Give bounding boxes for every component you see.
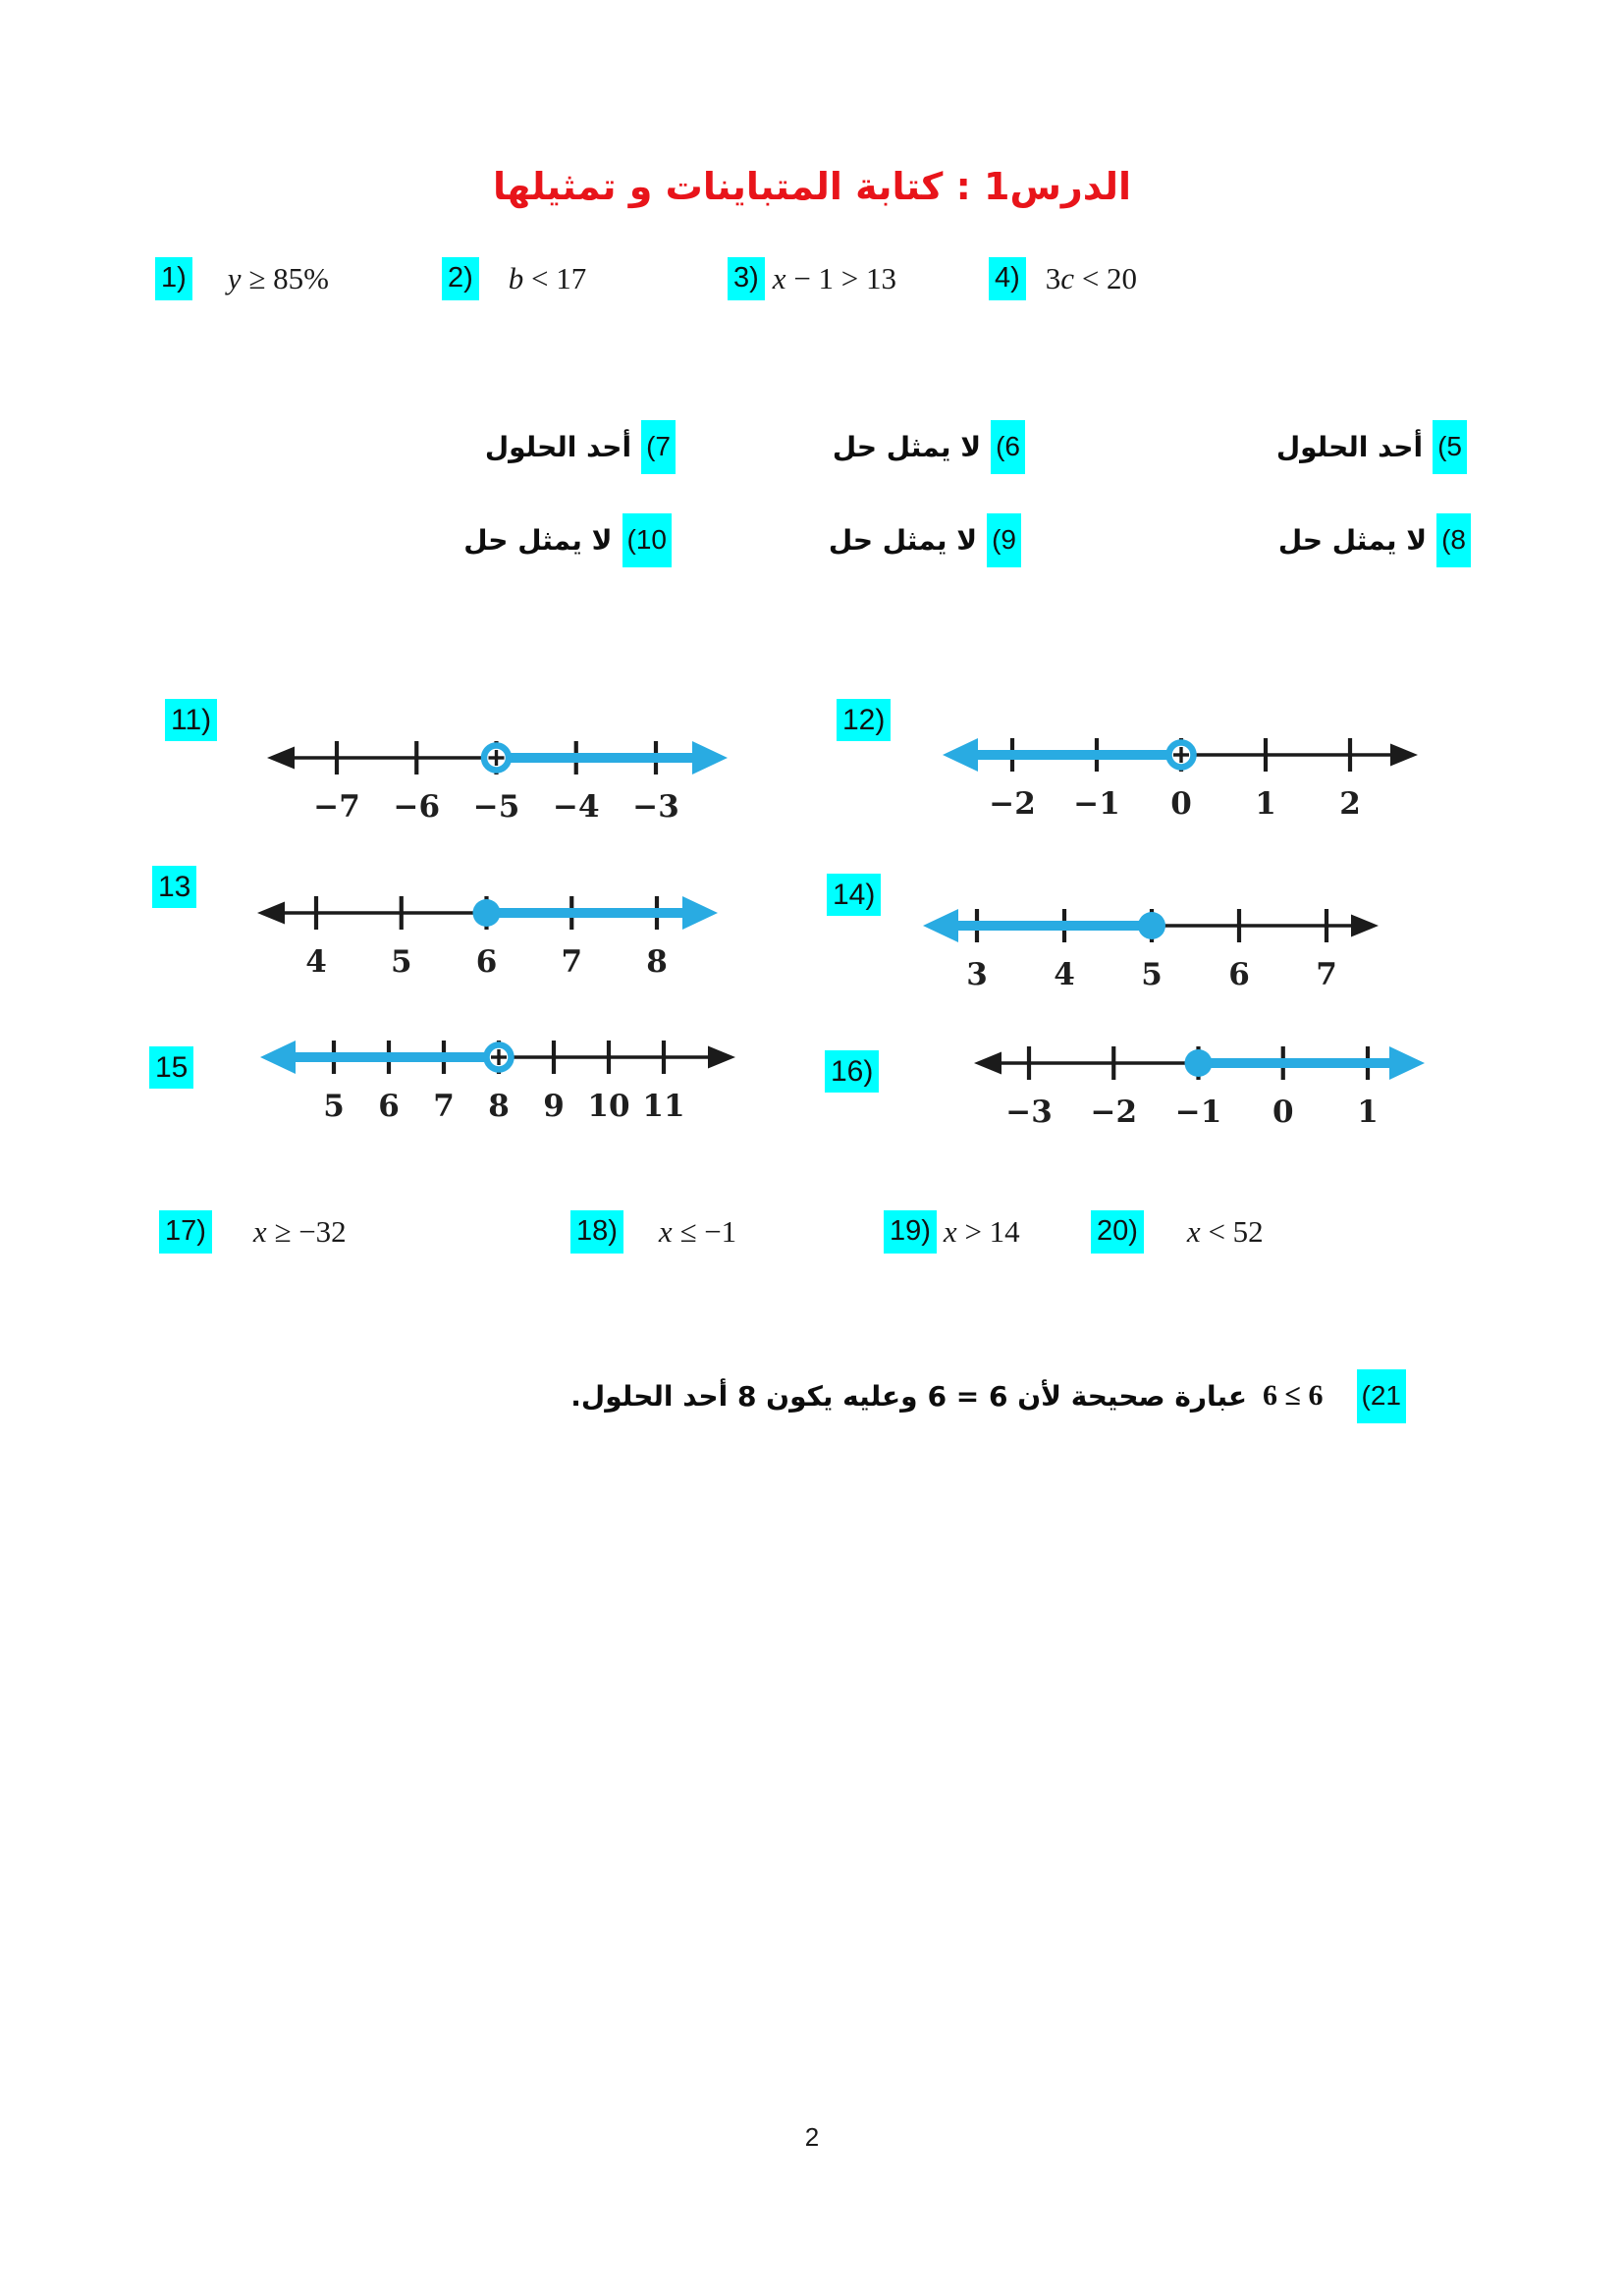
tick-label: 6 [1228,957,1250,992]
tick-label: −4 [552,789,600,825]
answer-16-number: 16) [825,1050,879,1093]
tick-label: −2 [989,786,1036,822]
tick-label: 10 [587,1089,630,1124]
number-line-svg [253,869,720,982]
left-arrow-icon [943,738,978,772]
answer-item-7 [485,420,676,474]
answer-19-number: 19) [884,1210,937,1254]
answer-item-4 [989,257,1137,300]
answer-2-number: 2) [442,257,479,300]
number-line-12 [941,711,1422,828]
answer-15-number: 15 [149,1046,193,1089]
answer-5-number: 5) [1433,420,1467,474]
answer-3-number: 3) [728,257,765,300]
answer-17-expression: x ≥ −32 [252,1213,347,1249]
tick-label: −1 [1174,1095,1222,1130]
page-number: 2 [804,2122,820,2152]
answer-1-expression: y ≥ 85% [227,260,329,295]
number-line-14 [921,881,1382,998]
tick-label: 2 [1339,786,1361,822]
answer-item-2 [442,257,586,300]
tick-label: 8 [646,944,668,980]
answer-18-number: 18) [570,1210,623,1254]
closed-point [1138,912,1165,939]
answer-item-17 [159,1210,347,1254]
answer-14-number: 14) [827,874,881,916]
answer-6-number: 6) [991,420,1025,474]
left-arrow-icon [267,747,295,770]
left-arrow-icon [257,902,285,925]
answer-10-number: 10) [623,513,672,567]
tick-label: −1 [1073,786,1120,822]
tick-label: −2 [1090,1095,1138,1130]
tick-label: 5 [323,1089,345,1124]
answer-20-number: 20) [1091,1210,1144,1254]
number-line-svg [921,881,1382,994]
answer-item-6 [833,420,1025,474]
tick-label: 4 [305,944,327,980]
answer-8-text: لا يمثل حل [1277,523,1428,557]
answer-item-1 [155,257,329,300]
answer-12-number: 12) [837,699,891,741]
tick-label: −6 [393,789,441,825]
number-line-svg [970,1019,1427,1132]
left-arrow-icon [974,1052,1001,1075]
number-line-16 [970,1019,1427,1136]
answer-item-20 [1091,1210,1264,1254]
right-arrow-icon [1390,744,1418,767]
number-line-13 [253,869,720,986]
right-arrow-icon [692,741,728,774]
answer-9-number: 9) [987,513,1021,567]
tick-label: 8 [488,1089,510,1124]
tick-label: 3 [966,957,988,992]
answer-21-inequality: 6 ≤ 6 [1263,1379,1324,1413]
answer-21-text-end: وعليه يكون 8 أحد الحلول. [570,1379,918,1413]
answer-19-expression: x > 14 [943,1213,1020,1249]
answer-13-number: 13 [152,866,196,908]
number-line-svg [263,714,730,827]
tick-label: 6 [475,944,498,980]
tick-label: 9 [543,1089,565,1124]
tick-label: 7 [1316,957,1337,992]
number-line-svg [941,711,1422,824]
tick-label: 6 [378,1089,400,1124]
answer-5-text: أحد الحلول [1275,430,1424,463]
tick-label: −5 [472,789,520,825]
answer-10-text: لا يمثل حل [463,523,613,557]
answer-item-8 [1278,513,1471,567]
answer-item-10 [463,513,672,567]
tick-label: 4 [1054,957,1075,992]
answer-20-expression: x < 52 [1186,1213,1264,1249]
tick-label: 0 [1170,786,1192,822]
number-line-svg [258,1013,739,1126]
number-line-11 [263,714,730,830]
left-arrow-icon [923,909,958,942]
tick-label: −3 [632,789,679,825]
answer-item-19 [884,1210,1020,1254]
answer-item-3 [728,257,896,300]
answer-8-number: 8) [1436,513,1471,567]
closed-point [1185,1049,1213,1077]
answer-6-text: لا يمثل حل [832,430,982,463]
answer-21-text-mid: عبارة صحيحة لأن 6 = 6 [927,1379,1248,1413]
answer-9-text: لا يمثل حل [828,523,978,557]
tick-label: 5 [1141,957,1163,992]
answer-item-21 [570,1369,1463,1423]
answer-7-number: 7) [641,420,676,474]
answer-17-number: 17) [159,1210,212,1254]
tick-label: 7 [433,1089,455,1124]
answer-11-number: 11) [165,699,217,741]
right-arrow-icon [682,896,718,930]
number-line-15 [258,1013,739,1130]
tick-label: 1 [1357,1095,1379,1130]
left-arrow-icon [260,1041,296,1074]
tick-label: −3 [1005,1095,1053,1130]
tick-label: 7 [561,944,583,980]
answer-3-expression: x − 1 > 13 [772,260,897,295]
closed-point [473,899,501,927]
answer-4-number: 4) [989,257,1026,300]
right-arrow-icon [708,1046,735,1069]
answer-7-text: أحد الحلول [484,430,632,463]
tick-label: −7 [313,789,360,825]
answer-item-5 [1276,420,1467,474]
right-arrow-icon [1389,1046,1425,1080]
tick-label: 0 [1272,1095,1294,1130]
answer-item-9 [829,513,1021,567]
answer-1-number: 1) [155,257,192,300]
tick-label: 5 [390,944,412,980]
tick-label: 1 [1255,786,1276,822]
answer-4-expression: 3c < 20 [1045,260,1138,295]
answer-21-number: 21) [1357,1369,1406,1423]
answer-2-expression: b < 17 [508,260,587,295]
answer-item-18 [570,1210,736,1254]
tick-label: 11 [642,1089,685,1124]
answer-18-expression: x ≤ −1 [658,1213,737,1249]
page-title: الدرس1 : كتابة المتباينات و تمثيلها [492,165,1132,208]
right-arrow-icon [1351,915,1379,937]
